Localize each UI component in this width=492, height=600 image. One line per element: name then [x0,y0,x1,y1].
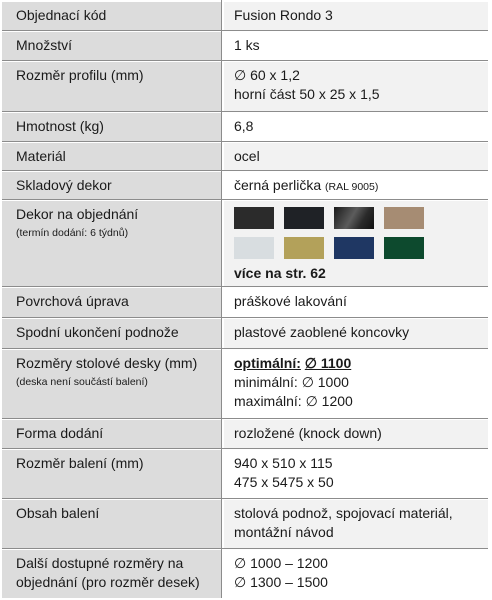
label-cell: Materiál [2,143,221,170]
value-cell: ∅ 60 x 1,2 horní část 50 x 25 x 1,5 [224,62,488,111]
value-cell: rozložené (knock down) [224,420,488,448]
label-cell: Povrchová úprava [2,288,221,317]
more-colors-link[interactable]: více na str. 62 [234,265,326,281]
label-cell: Dekor na objednání (termín dodání: 6 týdnů) [2,201,221,286]
value-cell: plastové zaoblené koncovky [224,319,488,348]
label-cell: Obsah balení [2,500,221,548]
value-cell: černá perlička (RAL 9005) [224,172,488,199]
color-swatches [234,207,488,259]
row-other-sizes [2,550,488,598]
value-cell [224,201,488,286]
value-cell: 1 ks [224,32,488,60]
color-swatch[interactable] [234,207,274,229]
color-swatch[interactable] [334,207,374,229]
row-decor-on-order [2,201,488,286]
color-swatch[interactable] [284,207,324,229]
value-cell: stolová podnož, spojovací materiál, montážní návod [224,500,488,548]
label-cell: Rozměry stolové desky (mm) (deska není součástí balení) [2,350,221,418]
value-cell: práškové lakování [224,288,488,317]
label-cell: Forma dodání [2,420,221,448]
value-cell: Fusion Rondo 3 [224,2,488,30]
row-package-contents [2,500,488,548]
row-tabletop-size [2,350,488,418]
color-swatch[interactable] [384,237,424,259]
label-cell: Rozměr profilu (mm) [2,62,221,111]
color-swatch[interactable] [234,237,274,259]
color-swatch[interactable] [284,237,324,259]
row-material [2,143,488,170]
label-cell: Množství [2,32,221,60]
label-cell: Hmotnost (kg) [2,113,221,141]
label-cell: Skladový dekor [2,172,221,199]
value-cell: ∅ 1000 – 1200 ∅ 1300 – 1500 [224,550,488,598]
value-cell: optimální: ∅ 1100 minimální: ∅ 1000 maximální: ∅ 1200 [224,350,488,418]
label-cell: Spodní ukončení podnože [2,319,221,348]
row-delivery-form [2,420,488,448]
label-cell: Objednací kód [2,2,221,30]
row-surface-finish [2,288,488,317]
row-base-ending [2,319,488,348]
value-cell: 6,8 [224,113,488,141]
row-quantity [2,32,488,60]
row-profile-size [2,62,488,111]
color-swatch[interactable] [384,207,424,229]
row-stock-decor [2,172,488,199]
color-swatch[interactable] [334,237,374,259]
value-cell: ocel [224,143,488,170]
label-cell: Další dostupné rozměry na objednání (pro rozměr desek) [2,550,221,598]
label-cell: Rozměr balení (mm) [2,450,221,498]
row-weight [2,113,488,141]
row-package-size [2,450,488,498]
row-order-code [2,2,488,30]
value-cell: 940 x 510 x 115 475 x 5475 x 50 [224,450,488,498]
